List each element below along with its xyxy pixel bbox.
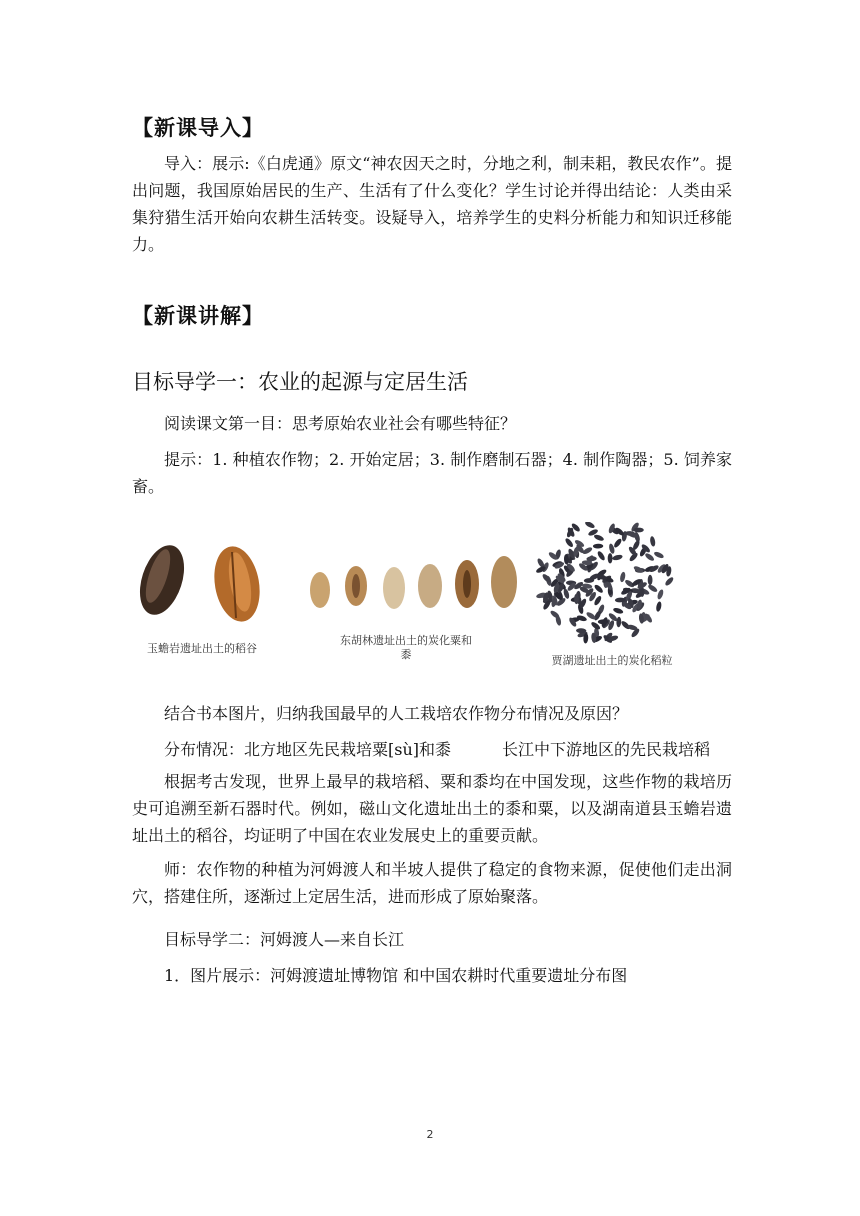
intro-heading: 【新课导入】: [132, 116, 264, 140]
teacher-paragraph: 师：农作物的种植为河姆渡人和半坡人提供了稳定的食物来源，促使他们走出洞穴，搭建住所，逐渐过上定居生活，进而形成了原始聚落。: [132, 860, 732, 906]
archaeology-paragraph: 根据考古发现，世界上最早的栽培稻、粟和黍均在中国发现，这些作物的栽培历史可追溯至新石器时代。例如，磁山文化遗址出土的黍和粟，以及湖南道县玉蟾岩遗址出土的稻谷，均证明了中国在农业发展史上的重要贡献。: [132, 772, 732, 845]
question-line: 结合书本图片，归纳我国最早的人工栽培农作物分布情况及原因？: [164, 704, 629, 723]
intro-paragraph: 导入：展示:《白虎通》原文“神农因天之时，分地之利，制耒耜，教民农作”。提出问题，我国原始居民的生产、生活有了什么变化？学生讨论并得出结论：人类由采集狩猎生活开始向农耕生活转变。设疑导入，培养学生的史料分析能力和知识迁移能力。: [132, 154, 732, 254]
caption-left: 玉蟾岩遗址出土的稻谷: [147, 642, 257, 655]
caption-right: 贾湖遗址出土的炭化稻粒: [551, 654, 673, 667]
lecture-heading: 【新课讲解】: [132, 304, 264, 328]
yuchanyan-rice-grains: [132, 540, 265, 626]
grain-figure: [132, 522, 732, 682]
jiahu-carbonized-rice-pile: [535, 522, 674, 644]
donghulin-millet-grains: [310, 556, 517, 609]
goal2-line: 目标导学二：河姆渡人—来自长江: [164, 930, 405, 949]
page-number: 2: [426, 1128, 434, 1141]
item1-line: 1．图片展示：河姆渡遗址博物馆 和中国农耕时代重要遗址分布图: [164, 966, 628, 985]
distribution-north: 分布情况：北方地区先民栽培粟[sù]和黍: [164, 740, 452, 759]
caption-middle: 东胡林遗址出土的炭化粟和黍: [340, 634, 472, 661]
read-instruction: 阅读课文第一目：思考原始农业社会有哪些特征？: [164, 414, 517, 433]
hint-paragraph: 提示：1. 种植农作物；2. 开始定居；3. 制作磨制石器；4. 制作陶器；5. 饲养家畜。: [132, 450, 732, 496]
distribution-south: 长江中下游地区的先民栽培稻: [502, 740, 711, 759]
goal1-heading: 目标导学一：农业的起源与定居生活: [132, 370, 468, 394]
